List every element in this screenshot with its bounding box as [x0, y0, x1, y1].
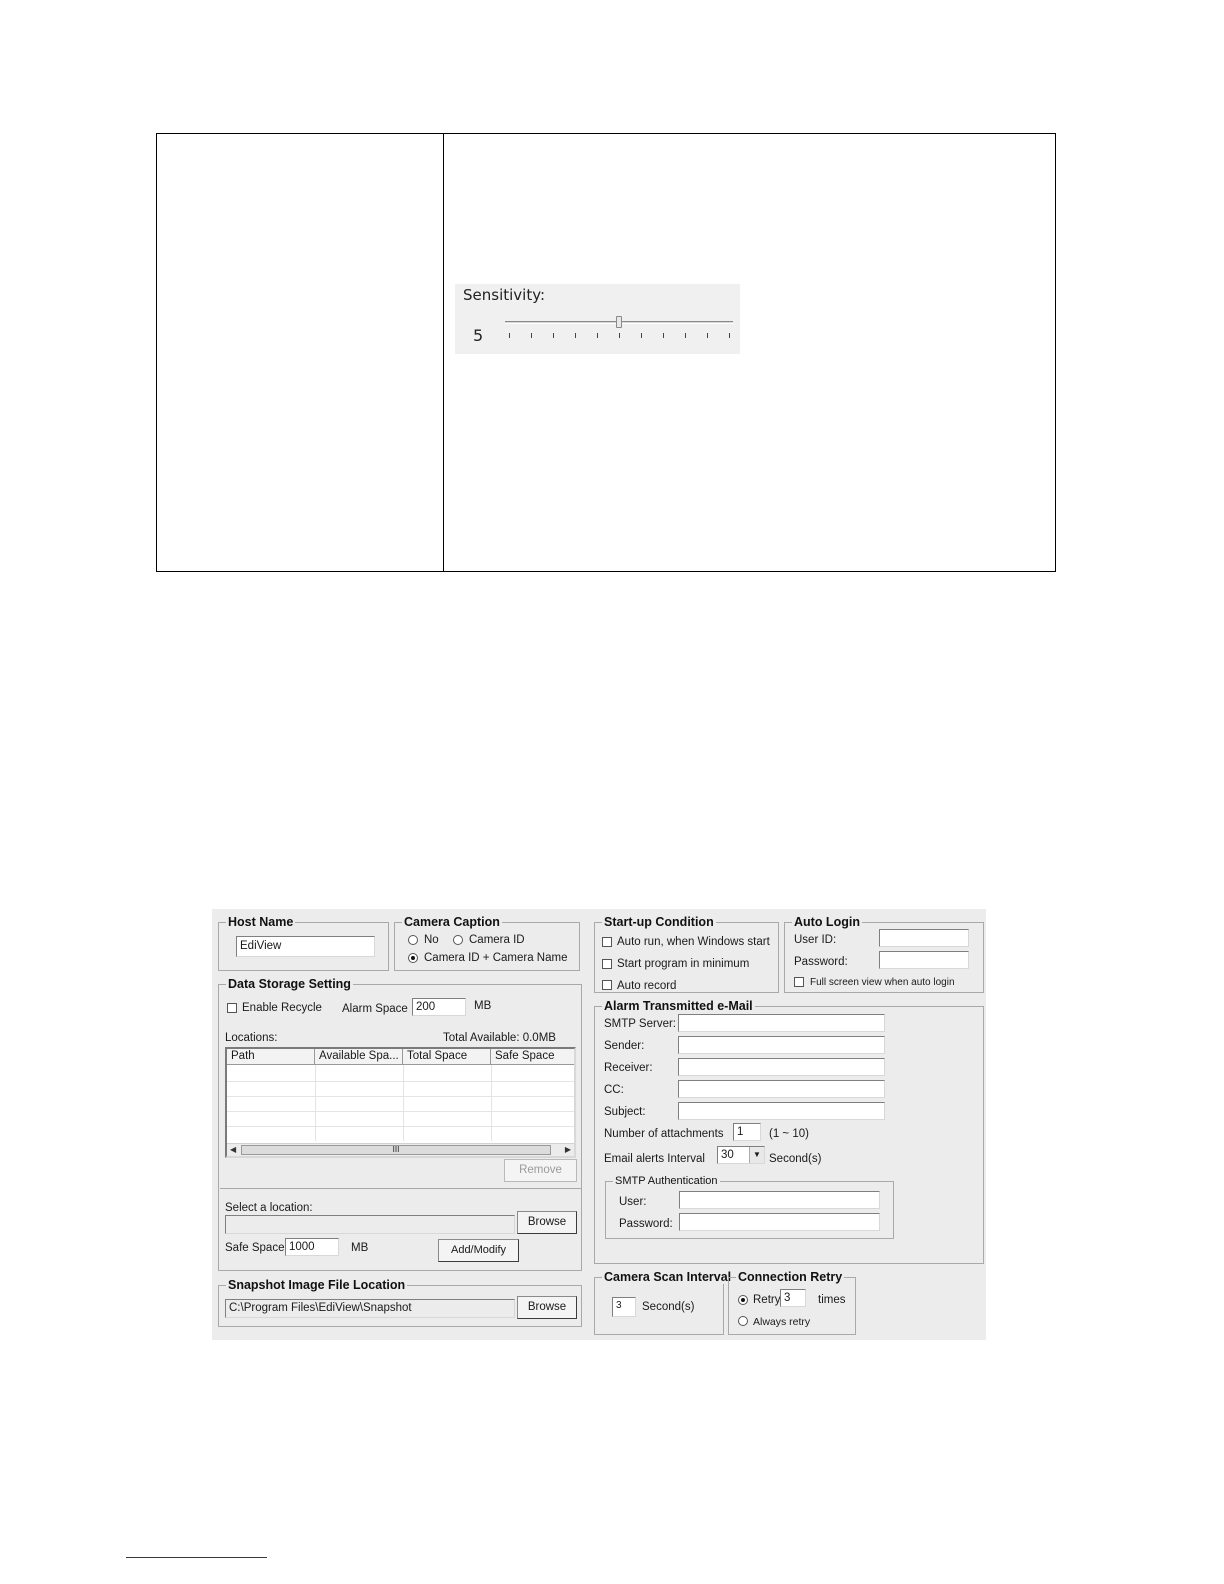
email-interval-value: 30: [721, 1149, 734, 1161]
sensitivity-tick: [531, 333, 532, 338]
caption-id-name-radio[interactable]: [408, 953, 418, 963]
scroll-right-arrow-icon[interactable]: ▶: [564, 1145, 571, 1154]
email-interval-unit: Second(s): [769, 1153, 822, 1165]
sensitivity-tick: [597, 333, 598, 338]
auto-run-checkbox[interactable]: [602, 937, 612, 947]
cc-input[interactable]: [678, 1080, 885, 1098]
sensitivity-tick: [729, 333, 730, 338]
table-column-line: [403, 1065, 404, 1141]
scroll-thumb[interactable]: III: [241, 1145, 551, 1155]
footnote-link-underline[interactable]: [126, 1557, 267, 1558]
alarm-space-unit: MB: [474, 1000, 492, 1012]
host-name-title: Host Name: [228, 915, 294, 929]
auto-login-password-input[interactable]: [879, 951, 969, 969]
safe-space-label: Safe Space: [225, 1242, 285, 1254]
retry-label: Retry: [753, 1294, 781, 1306]
table-row: [227, 1081, 574, 1082]
sensitivity-tick: [641, 333, 642, 338]
table-row: [227, 1111, 574, 1112]
enable-recycle-checkbox[interactable]: [227, 1003, 237, 1013]
always-retry-label: Always retry: [753, 1316, 811, 1328]
auto-record-checkbox[interactable]: [602, 980, 612, 990]
sensitivity-tick: [685, 333, 686, 338]
auto-record-label: Auto record: [617, 980, 677, 992]
auto-login-password-label: Password:: [794, 956, 848, 968]
scan-interval-unit: Second(s): [642, 1301, 695, 1313]
camera-caption-title: Camera Caption: [404, 915, 500, 929]
scroll-left-arrow-icon[interactable]: ◀: [230, 1145, 237, 1154]
times-label: times: [818, 1294, 846, 1306]
data-storage-title: Data Storage Setting: [228, 977, 351, 991]
start-minimum-label: Start program in minimum: [617, 958, 750, 970]
attachments-input[interactable]: 1: [733, 1123, 761, 1141]
sender-input[interactable]: [678, 1036, 885, 1054]
sensitivity-slider-thumb[interactable]: [616, 316, 622, 328]
snapshot-location-title: Snapshot Image File Location: [228, 1278, 406, 1292]
auto-login-title: Auto Login: [794, 915, 860, 929]
fullscreen-checkbox[interactable]: [794, 977, 804, 987]
sensitivity-tick: [509, 333, 510, 338]
locations-label: Locations:: [225, 1032, 278, 1044]
safe-space-unit: MB: [351, 1242, 369, 1254]
table-column-line: [491, 1065, 492, 1141]
auto-run-label: Auto run, when Windows start: [617, 936, 770, 948]
sensitivity-value: 5: [473, 326, 484, 345]
table-column-line: [315, 1065, 316, 1141]
connection-retry-group: [728, 1270, 856, 1335]
snapshot-path-input[interactable]: C:\Program Files\EdiView\Snapshot: [225, 1299, 515, 1318]
sensitivity-label: Sensitivity:: [463, 286, 546, 304]
connection-retry-title: Connection Retry: [738, 1270, 843, 1284]
caption-no-label: No: [424, 934, 439, 946]
snapshot-location-group: [218, 1278, 582, 1327]
column-safe-space[interactable]: Safe Space: [495, 1050, 555, 1062]
select-location-input[interactable]: [225, 1215, 515, 1234]
enable-recycle-label: Enable Recycle: [242, 1002, 322, 1014]
sensitivity-tick: [619, 333, 620, 338]
email-interval-label: Email alerts Interval: [604, 1153, 705, 1165]
add-modify-button[interactable]: Add/Modify: [438, 1239, 519, 1262]
smtp-password-input[interactable]: [679, 1213, 880, 1231]
sensitivity-panel: [455, 284, 740, 354]
auto-login-user-id-label: User ID:: [794, 934, 837, 946]
scan-interval-input[interactable]: 3: [612, 1297, 636, 1317]
alarm-email-group: [594, 999, 984, 1264]
safe-space-input[interactable]: 1000: [285, 1238, 339, 1256]
dropdown-arrow-icon[interactable]: ▼: [749, 1147, 764, 1163]
table-row: [227, 1126, 574, 1127]
startup-condition-title: Start-up Condition: [604, 915, 714, 929]
subject-input[interactable]: [678, 1102, 885, 1120]
receiver-input[interactable]: [678, 1058, 885, 1076]
storage-separator: [220, 1188, 581, 1189]
fullscreen-label: Full screen view when auto login: [810, 977, 955, 988]
retry-radio[interactable]: [738, 1295, 748, 1305]
sensitivity-tick: [575, 333, 576, 338]
auto-login-group: [784, 915, 984, 993]
column-path[interactable]: Path: [227, 1049, 315, 1065]
email-interval-select[interactable]: [717, 1146, 765, 1164]
smtp-server-input[interactable]: [678, 1014, 885, 1032]
smtp-server-label: SMTP Server:: [604, 1018, 676, 1030]
receiver-label: Receiver:: [604, 1062, 653, 1074]
locations-horizontal-scrollbar[interactable]: [227, 1143, 574, 1156]
smtp-user-label: User:: [619, 1196, 647, 1208]
camera-caption-group: [394, 915, 580, 971]
always-retry-radio[interactable]: [738, 1316, 748, 1326]
caption-no-radio[interactable]: [408, 935, 418, 945]
column-total-space[interactable]: Total Space: [403, 1049, 491, 1065]
snapshot-browse-button[interactable]: Browse: [517, 1296, 577, 1319]
alarm-email-title: Alarm Transmitted e-Mail: [604, 999, 753, 1013]
locations-table[interactable]: [225, 1047, 576, 1158]
startup-condition-group: [594, 915, 779, 993]
caption-camera-id-label: Camera ID: [469, 934, 525, 946]
subject-label: Subject:: [604, 1106, 646, 1118]
select-location-label: Select a location:: [225, 1202, 313, 1214]
sensitivity-tick: [707, 333, 708, 338]
camera-scan-interval-group: [594, 1270, 732, 1335]
settings-dialog: [212, 909, 986, 1340]
sensitivity-tick: [663, 333, 664, 338]
caption-id-name-label: Camera ID + Camera Name: [424, 952, 568, 964]
smtp-password-label: Password:: [619, 1218, 673, 1230]
data-storage-group: [218, 977, 582, 1271]
remove-button[interactable]: Remove: [504, 1159, 577, 1182]
table-row: [227, 1096, 574, 1097]
camera-scan-interval-title: Camera Scan Interval: [604, 1270, 732, 1284]
alarm-space-label: Alarm Space: [342, 1003, 408, 1015]
cc-label: CC:: [604, 1084, 624, 1096]
sensitivity-tick: [553, 333, 554, 338]
table-column-divider: [443, 134, 444, 571]
auto-login-user-id-input[interactable]: [879, 929, 969, 947]
sender-label: Sender:: [604, 1040, 645, 1052]
retry-count-input[interactable]: 3: [780, 1289, 806, 1307]
alarm-space-input[interactable]: 200: [412, 998, 466, 1016]
attachments-label: Number of attachments: [604, 1128, 724, 1140]
attachments-range: (1 ~ 10): [769, 1128, 809, 1140]
caption-camera-id-radio[interactable]: [453, 935, 463, 945]
location-browse-button[interactable]: Browse: [517, 1211, 577, 1234]
smtp-user-input[interactable]: [679, 1191, 880, 1209]
host-name-input[interactable]: EdiView: [236, 936, 375, 957]
start-minimum-checkbox[interactable]: [602, 959, 612, 969]
locations-table-header: [227, 1049, 574, 1065]
host-name-group: [218, 915, 389, 971]
column-available-space[interactable]: Available Spa...: [315, 1049, 403, 1065]
smtp-auth-group: [605, 1175, 894, 1239]
total-available-label: Total Available: 0.0MB: [443, 1032, 556, 1044]
smtp-auth-title: SMTP Authentication: [615, 1175, 718, 1187]
